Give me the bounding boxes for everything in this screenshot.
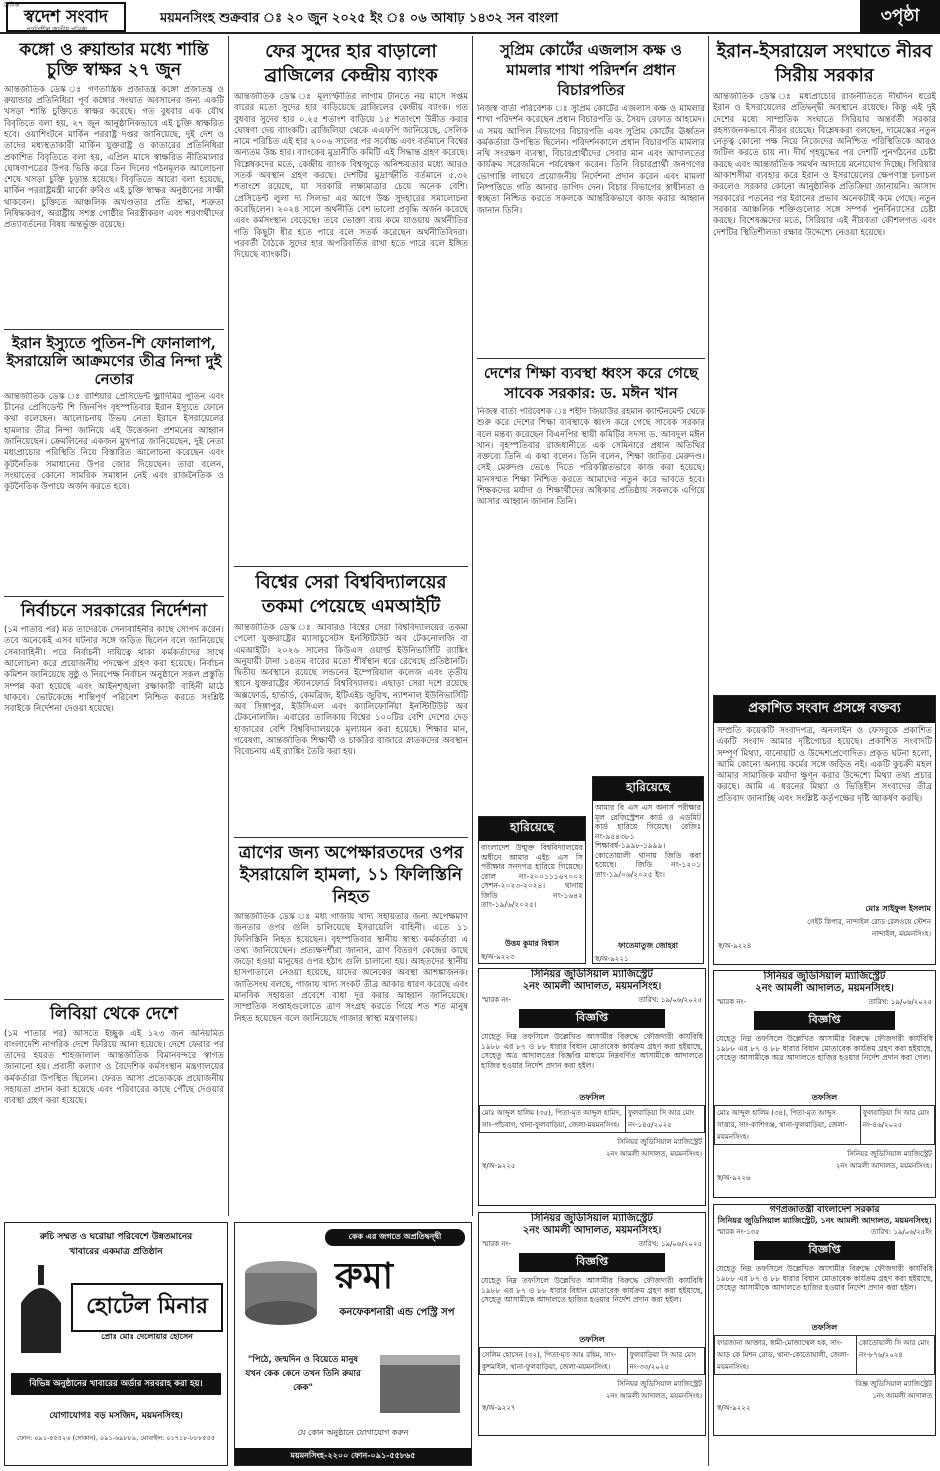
notice-signature: সিনিয়র জুডিসিয়াল ম্যাজিস্ট্রেট [617,1138,702,1146]
notice-code: স্ব/অ-৯২২৬ [717,1174,751,1182]
ad-tagline-2: খাবারের একমাত্র প্রতিষ্ঠান [69,1247,163,1257]
notice-date: তারিখ: ১৯/০৬/২০২৫ [868,998,932,1006]
tagline: প্রগতিশীল জাতীয় পত্রিকা [26,26,88,33]
notice-signature-2: ১নং আমলী আদালত [872,1392,932,1401]
notice-table-title: তফসিল [811,1323,838,1333]
ad-contact: যে কোন অনুষ্ঠানে যোগাযোগ করুন [297,1428,409,1437]
column-rule [472,36,473,1216]
notice-text: যেহেতু নিম্ন তফসিলে উল্লেখিত আসামীর বিরুদ্ধে ফৌজদারী কার্যবিধি ১৯৮৮ এর ৮৭ ও ৮৮ ধারার বিধান মোতাবেক কার্যক্রম গ্রহণ করা হইয়াছে, সেহেতু অত্র আদালতের বিজ্ঞপ্তি মাধ্যমে নিম্নবর্ণিত আসামীকে আদালতে হাজির হওয়ার নির্দেশ প্রদান করা হইল। [481,1032,703,1070]
notice-title: বিজ্ঞপ্তি [519,1009,665,1028]
lost-name: ফাতেমাতুজ জোহরা [618,941,678,950]
table-cell: মোঃ আব্দুল হালিম (৩৫), পিতা-মৃত আব্দুল হামিদ, সাং-পাঁচবাগ, থানা-ফুলবাড়িয়া, জেলা-ময়মনসিংহ। [480,1106,626,1133]
notice-table-title: তফসিল [579,1093,605,1102]
headline-libya: লিবিয়া থেকে দেশে [50,1004,178,1025]
ad-quote: "পিঠে, জন্মদিন ও বিয়েতে মানুষ যখন কেক কেনে তখন তিনি রুমার কেক" [245,1355,361,1393]
notice-signature-2: ২নং আমলী আদালত, ময়মনসিংহ। [835,1162,932,1170]
article-syria: আন্তর্জাতিক ডেস্ক ঃ মধ্যপ্রাচ্যের রাজনীতিতে দীর্ঘদিন ধরেই ইরান ও ইসরায়েলের প্রতিদ্বন্দ্বী অবস্থানে রয়েছে। কিন্তু এই দুই দেশের মধ্যে সাম্প্রতিক সংঘাতে সিরিয়ার অন্তর্বর্তী সরকার রহস্যজনকভাবে নীরব রয়েছে। বিশ্লেষকরা বলছেন, দামেস্কের নতুন নেতৃত্ব কোনো পক্ষ নিয়ে নিজেদের অনিশ্চিত পরিস্থিতিকে আরও জটিল করতে চায় না। দীর্ঘ গৃহযুদ্ধের পর দেশটি পুনর্গঠনের চেষ্টা করছে এবং আন্তর্জাতিক সমর্থন আদায়ে মনোযোগ দিচ্ছে। সিরিয়ার আকাশসীমা ব্যবহার করে ইরান ও ইসরায়েলের ক্ষেপণাস্ত্র চলাচল করলেও সরকার কোনো আনুষ্ঠানিক প্রতিক্রিয়া জানায়নি। আসাদ সরকারের পতনের পর ইরানের প্রভাব অনেকটাই কমে গেছে। নতুন সরকার আঞ্চলিক শক্তিগুলোর সঙ্গে সম্পর্ক পুনর্বিন্যাসের চেষ্টা করছে। বিশেষজ্ঞদের মতে, সিরিয়ার এই নীরবতা কৌশলগত এবং দেশটির স্থিতিশীলতা রক্ষার উদ্দেশ্যে নেওয়া হয়েছে। [713,92,936,238]
table-cell: ফুলবাড়িয়া সি আর মোং নং-১৪৫/২০২৫ [625,1106,704,1133]
notice-signature-2: ২নং আমলী আদালত, ময়মনসিংহ। [605,1150,702,1158]
lost-ref: স্ব/অ-৯২২১ [595,955,629,963]
court-notice-3 [478,1212,706,1436]
statement-body: সম্প্রতি কয়েকটি সংবাদপত্র, অনলাইন ও ফেসবুকে প্রকাশিত একটি সংবাদ আমার দৃষ্টিগোচর হয়েছে। প্রকাশিত সংবাদটি সম্পূর্ণ মিথ্যা, বানোয়াট ও উদ্দেশ্যপ্রণোদিত। প্রকৃত ঘটনা হলো, আমি কোনো অন্যায় কর্মের সঙ্গে জড়িত নই। একটি কুচক্রী মহল আমার সামাজিক মর্যাদা ক্ষুণ্ন করার উদ্দেশ্যে মিথ্যা তথ্য প্রচার করছে। আমি এ ধরনের মিথ্যা ও ভিত্তিহীন সংবাদের তীব্র প্রতিবাদ জানাচ্ছি এবং সংশ্লিষ্ট কর্তৃপক্ষের দৃষ্টি আকর্ষণ করছি। [717,726,932,804]
notice-court: সিনিয়র জুডিসিয়াল ম্যাজিস্ট্রেট [531,1213,653,1224]
lost-title: হারিয়েছে [479,817,585,841]
lost-notice-1 [478,816,586,964]
statement-box [713,695,936,965]
notice-court-2: ২নং আমলী আদালত, ময়মনসিংহ। [522,981,662,992]
newspaper-logo: স্বদেশ সংবাদ [6,2,126,32]
ad-tagline: রুচি সম্মত ও ঘরোয়া পরিবেশে উন্নতমানের [39,1232,193,1242]
headline-brazil: ফের সুদের হার বাড়ালো ব্রাজিলের কেন্দ্রীয় ব্যাংক [264,41,438,86]
article-election: (১ম পাতার পর) মত তাদেরকে সেনাবাহিনীর কাছে সোপর্দ করেন। তবে অনেকেই এসব ঘটনার সঙ্গে জড়িত ছিলেন বলে জানিয়েছে সেনাবাহিনী। পরে নির্বাচনী দায়িত্বে থাকা কর্মকর্তাদের সাথে আলোচনা করে প্রয়োজনীয় পদক্ষেপ গ্রহণ করা হয়েছে। নির্বাচন কমিশন জানিয়েছে সুষ্ঠু ও নিরপেক্ষ নির্বাচন অনুষ্ঠানে সকল প্রস্তুতি সম্পন্ন করা হয়েছে এবং আইনশৃঙ্খলা রক্ষাকারী বাহিনী মাঠে থাকবে। ভোটকেন্দ্রে শান্তিপূর্ণ পরিবেশ নিশ্চিত করতে সংশ্লিষ্ট সবাইকে নির্দেশনা দেওয়া হয়েছে। [4,625,224,715]
lost-ref: স্ব/অ-৯২২৩ [481,953,515,961]
ad-band: বিভিন্ন অনুষ্ঠানের খাবারের অর্ডার সরবরাহ করা হয়। [11,1373,221,1395]
column-rule [708,36,709,1466]
page-number: ৩পৃষ্ঠা [860,0,940,34]
headline-education: দেশের শিক্ষা ব্যবস্থা ধ্বংস করে গেছে সাবেক সরকার: ড. মঈন খান [483,364,699,402]
headline-election: নির্বাচনে সরকারের নির্দেশনা [20,600,208,621]
ad-hotel-name: হোটেল মিনার [71,1283,223,1332]
headline-court: সুপ্রিম কোর্টের এজলাস কক্ষ ও মামলার শাখা পরিদর্শন প্রধান বিচারপতির [500,41,682,99]
notice-signature: সিনিয়র জুডিসিয়াল ম্যাজিস্ট্রেট [617,1380,702,1388]
column-2 [234,40,468,1216]
headline-syria: ইরান-ইসরায়েল সংঘাতে নীরব সিরীয় সরকার [716,41,933,86]
notice-table-title: তফসিল [811,1093,838,1102]
notice-code: স্ব/অ-৯২২২ [717,1404,751,1413]
headline-congo: কঙ্গো ও রুয়ান্ডার মধ্যে শান্তি চুক্তি স্বাক্ষর ২৭ জুন [19,40,209,81]
notice-court-2: ২নং আমলী আদালত, ময়মনসিংহ। [522,1225,662,1236]
article-congo: আন্তর্জাতিক ডেস্ক ঃ গণতান্ত্রিক প্রজাতন্ত্র কঙ্গো প্রজাতন্ত্র ও রুয়ান্ডার প্রতিনিধিরা পূর্ব কঙ্গোর সংঘাত অবসানের জন্য একটি খসড়া শান্তি চুক্তিতে স্বাক্ষর করেছে। গত বুধবার এক যৌথ বিবৃতিতে বলা হয়, ২৭ জুন আনুষ্ঠানিকভাবে এই চুক্তি স্বাক্ষরিত হবে। ওয়াশিংটনে মার্কিন পররাষ্ট্র দপ্তর জানিয়েছে, দুই দেশ ও তাদের মধ্যস্থতাকারী মার্কিন যুক্তরাষ্ট্র ও কাতারের প্রতিনিধিরা প্রকাশিত বিবৃতিতে বলা হয়, এপ্রিল মাসে স্বাক্ষরিত নীতিমালার ঘোষণাপত্রের উপর ভিত্তি করে তিন দিনের গঠনমূলক আলোচনা শেষে খসড়া চুক্তি চূড়ান্ত হয়েছে। বিবৃতিতে আরো বলা হয়েছে, মার্কিন পররাষ্ট্রমন্ত্রী মার্কো রুবিও এই চুক্তি স্বাক্ষর অনুষ্ঠানের সাক্ষী থাকবেন। চুক্তিতে আঞ্চলিক অখণ্ডতার প্রতি শ্রদ্ধা, শত্রুতা নিষিদ্ধকরণ, অরাষ্ট্রীয় সশস্ত্র গোষ্ঠীর নিরস্ত্রীকরণ এবং শরণার্থীদের প্রত্যাবর্তনের বিষয় অন্তর্ভুক্ত রয়েছে। [4,84,224,231]
notice-table [479,1347,705,1375]
statement-title: প্রকাশিত সংবাদ প্রসঙ্গে বক্তব্য [714,696,935,723]
article-libya: (১ম পাতার পর) আসতে ইচ্ছুক এই ১২৩ জন অনিয়মিত বাংলাদেশি নাগরিক দেশে ফিরিয়ে আনা হয়েছে। দেশে ফেরার পর তাদের হযরত শাহজালাল আন্তর্জাতিক বিমানবন্দরে স্বাগত জানানো হয়। প্রবাসী কল্যাণ ও বৈদেশিক কর্মসংস্থান মন্ত্রণালয়ের কর্মকর্তারা উপস্থিত ছিলেন। ফেরত আসা প্রত্যেককে প্রয়োজনীয় সহায়তা প্রদান করা হয়েছে এবং পরিবারের কাছে পৌঁছে দেওয়ার ব্যবস্থা গ্রহণ করা হয়েছে। [4,1028,224,1107]
notice-ref: স্মারক নং- [717,998,747,1006]
article-education: নিজস্ব বার্তা পরিবেশক ঃ শহীদ জিয়াউর রহমান ক্যান্টনমেন্ট থেকে শুরু করে দেশের শিক্ষা ব্যবস্থাকে ধ্বংস করে গেছে সাবেক সরকার বলে মন্তব্য করেছেন বিএনপির স্থায়ী কমিটির সদস্য ড. আবদুল মঈন খান। বৃহস্পতিবার রাজধানীতে এক সেমিনারে প্রধান অতিথির বক্তব্যে তিনি এ কথা বলেন। তিনি বলেন, শিক্ষা জাতির মেরুদণ্ড। সেই মেরুদণ্ড ভেঙে দিতে পরিকল্পিতভাবে কাজ করা হয়েছে। মানসম্মত শিক্ষা নিশ্চিত করতে আমাদের নতুন করে ভাবতে হবে। শিক্ষকদের মর্যাদা ও শিক্ষার্থীদের অধিকার প্রতিষ্ঠায় সকলকে এগিয়ে আসার আহ্বান জানান তিনি। [477,407,705,508]
lost-text: বাংলাদেশ উন্মুক্ত বিশ্ববিদ্যালয়ের অধীনে আমার এইচ এস সি পরীক্ষার সনদপত্র হারিয়ে গিয়েছে। রোল নং-২০০১১১৬৭০০২ সেশন-২০২৩-২০২৪। থানায় জিডি নং-১৬৪২ তাং-১৯/৬/২০২৫। [481,843,583,909]
column-4 [713,40,936,690]
notice-title: বিজ্ঞপ্তি [754,1011,895,1030]
table-cell: সেলিম হোসেন (৩২), পিতা-মৃত আঃ রহিম, সাং-কুশমাইল, থানা-ফুলবাড়িয়া, জেলা-ময়মনসিংহ। [480,1348,628,1375]
ad-address: যোগাযোগঃ বড় মসজিদ, ময়মনসিংহ। [49,1411,183,1421]
notice-code: স্ব/অ-৯২২৭ [482,1404,516,1412]
notice-table [479,1105,705,1133]
notice-court-2: সিনিয়র জুডিসিয়াল ম্যাজিস্ট্রেট, ১নং আমলী আদালত, ময়মনসিংহ। [717,1214,932,1225]
court-notice-2 [713,970,936,1198]
ad-address: ময়মনসিংহ-২২০০ ফোন-০৯১-৫৫৮৬৫ [235,1448,471,1465]
notice-table-title: তফসিল [579,1335,605,1344]
headline-gaza: ত্রাণের জন্য অপেক্ষারতদের ওপর ইসরায়েলি হামলা, ১১ ফিলিস্তিনি নিহত [238,843,464,907]
notice-code: স্ব/অ-৯২২৫ [482,1162,516,1170]
article-putin-xi: আন্তর্জাতিক ডেস্ক ঃ রাশিয়ার প্রেসিডেন্ট ভ্লাদিমির পুতিন এবং চীনের প্রেসিডেন্ট শি জিনপিং বৃহস্পতিবার ইরান ইস্যুতে ফোনে কথা বলেছেন। আলোচনায় উভয় নেতা ইরানে ইসরায়েলের হামলার তীব্র নিন্দা জানিয়ে এই উত্তেজনা প্রশমনের আহ্বান জানিয়েছেন। ক্রেমলিনের একজন মুখপাত্র জানিয়েছেন, দুই নেতা মধ্যপ্রাচ্যের পরিস্থিতি নিয়ে বিস্তারিত আলোচনা করেছেন এবং কূটনৈতিক সমাধানের উপর জোর দিয়েছেন। তারা বলেন, সংঘাতের কোনো সামরিক সমাধান নেই এবং রাজনৈতিক ও কূটনৈতিক উপায়ে অর্জন করতে হবে। [4,391,224,493]
headline-mit: বিশ্বের সেরা বিশ্ববিদ্যালয়ের তকমা পেয়েছে এমআইটি [255,572,447,617]
lost-text: আমার বি এস এস অনার্স পরীক্ষার মূল রেজিস্ট্রেশন কার্ড ও এডমিট কার্ড হারিয়ে গিয়েছে। রেজিঃ নং-৯৫৪৩৮১ শিক্ষাবর্ষ-১৯৯৮-১৯৯৯। কোতোয়ালী থানায় জিডি করা হয়েছে। জিডি নং-১২০১ তাং-১৯/০৬/২০২৫ ইং। [595,803,701,879]
notice-title: বিজ্ঞপ্তি [754,1241,895,1260]
ad-subtitle: কনফেকশনারী এন্ড পেস্ট্রি সপ [339,1307,455,1318]
cake-icon [241,1243,321,1343]
statement-address-2: নান্দাইল, ময়মনসিংহ। [871,930,931,938]
notice-ref: স্মারক নং-১৩৫ [717,1228,760,1237]
column-1 [4,40,224,1218]
ad-phone: ফোন: ০৯১-৫৫৫২৬ (দোকান), ০৯১-৬৯৮৮৯, মোবাইল: ০১৭১৮-৮৮৮৫৫৫ [16,1434,216,1442]
lost-name: উত্তম কুমার বিশ্বাস [504,939,560,948]
statement-signature: মোঃ সাইফুল ইসলাম [865,904,931,913]
pastry-icon [375,1343,465,1423]
notice-text: যেহেতু নিম্ন তফসিলে উল্লেখিত আসামীর বিরুদ্ধে ফৌজদারী কার্যবিধি ১৯৮৮ এর ৮৭ ও ৮৮ ধারার বিধান মোতাবেক কার্যক্রম গ্রহণ করা হইয়াছে, সেহেতু আসামীকে আদালতে হাজির হওয়ার নির্দেশ প্রদান করা হইল। [716,1264,933,1293]
notice-table [714,1335,935,1375]
notice-table [714,1105,935,1145]
notice-signature: সিনিয়র জুডিসিয়াল ম্যাজিস্ট্রেট [847,1150,932,1158]
notice-text: যেহেতু নিম্ন তফসিলে উল্লেখিত আসামীর বিরুদ্ধে ফৌজদারী কার্যবিধি ১৯৮৮ এর ৮৭ ও ৮৮ ধারার বিধান মোতাবেক কার্যক্রম গ্রহণ করা হইয়াছে, সেহেতু আসামীকে আদালতে হাজির হওয়ার নির্দেশ প্রদান করা হইল। [481,1276,703,1304]
notice-court: সিনিয়র জুডিসিয়াল ম্যাজিস্ট্রেট [763,971,886,982]
column-rule [228,36,229,1216]
lost-notice-2 [592,776,704,964]
article-mit: আন্তর্জাতিক ডেস্ক ঃ আবারও বিশ্বের সেরা বিশ্ববিদ্যালয়ের তকমা পেলো যুক্তরাষ্ট্রের ম্যাসাচুসেটস ইনস্টিটিউট অব টেকনোলজি বা এমআইটি। ২০২৬ সালের কিউএস ওয়ার্ল্ড ইউনিভার্সিটি র‍্যাঙ্কিং অনুযায়ী টানা ১৪তম বারের মতো শীর্ষস্থান ধরে রেখেছে প্রতিষ্ঠানটি। দ্বিতীয় অবস্থানে রয়েছে লন্ডনের ইম্পেরিয়াল কলেজ এবং তৃতীয় স্থানে যুক্তরাষ্ট্রের স্ট্যানফোর্ড বিশ্ববিদ্যালয়। এছাড়া সেরা দশে রয়েছে অক্সফোর্ড, হার্ভার্ড, কেমব্রিজ, ইটিএইচ জুরিখ, ন্যাশনাল ইউনিভার্সিটি অব সিঙ্গাপুর, ইউসিএল এবং ক্যালিফোর্নিয়া ইনস্টিটিউট অব টেকনোলজি। এবারের তালিকায় বিশ্বের ১০০টির বেশি দেশের দেড় হাজারের বেশি বিশ্ববিদ্যালয়কে মূল্যায়ন করা হয়েছে। শিক্ষার মান, গবেষণা, আন্তর্জাতিক শিক্ষার্থী ও চাকরির বাজারে স্নাতকদের অবস্থান বিবেচনায় এই র‍্যাঙ্কিং তৈরি করা হয়। [234,623,468,758]
table-cell: ফুলবাড়িয়া সি আর মোং নং-৪৬/২০২৫ [860,1106,934,1145]
notice-court: গণপ্রজাতন্ত্রী বাংলাদেশ সরকার [769,1205,880,1215]
statement-address: গেইট কিপার, নান্দাইল রোড রেলওয়ে স্টেশন [807,918,931,926]
dateline: ময়মনসিংহ শুক্রবার ঃ ২০ জুন ২০২৫ ইং ঃ ০৬ আষাঢ় ১৪৩২ সন বাংলা [160,11,559,26]
masthead [0,0,940,34]
notice-text: যেহেতু নিম্ন তফসিলে উল্লেখিত আসামীর বিরুদ্ধে ফৌজদারী কার্যবিধি ১৯৮৮ এর ৮৭ ও ৮৮ ধারার বিধান মোতাবেক কার্যক্রম গ্রহণ করা হইয়াছে, সেহেতু আসামীকে অত্র আদালতে হাজির হওয়ার নির্দেশ প্রদান করা গেল। [716,1034,933,1062]
court-notice-4 [713,1204,936,1436]
notice-ref: স্মারক নং- [482,1240,512,1248]
table-cell: কোতোয়ালী সি আর মোং নং-৮৭৬/২০২৪ [857,1336,935,1375]
table-cell: ফারজানা আক্তার, স্বামী-মোজাম্মেল হক, সাং-আড় কে মিশন রোড, থানা-কোতোয়ালী, জেলা-ময়মনসিংহ। [715,1336,857,1375]
court-notice-1 [478,968,706,1206]
mosque-icon [11,1263,71,1353]
article-brazil: আন্তর্জাতিক ডেস্ক ঃ মূল্যস্ফীতির লাগাম টানতে নয় মাসে সপ্তম বারের মতো সুদের হার বাড়িয়েছে ব্রাজিলের কেন্দ্রীয় ব্যাংক। গত বুধবার সুদের হার ০.২৫ শতাংশ বাড়িয়ে ১৫ শতাংশে উন্নীত করার ঘোষণা দেয় ব্যাংকটি। ব্রাজিলিয়া থেকে এএফপি জানিয়েছে, সেলিক নামে পরিচিত এই হার ২০০৬ সালের পর সর্বোচ্চ এবং বর্তমানে বিশ্বের অন্যতম উচ্চ হার। ব্যাংকের মুদ্রানীতি কমিটি এই সিদ্ধান্ত গ্রহণ করেছে। বিশ্লেষকদের মতে, কেন্দ্রীয় ব্যাংক বিশ্বজুড়ে অনিশ্চয়তার মধ্যে আরও সতর্ক অবস্থান গ্রহণ করছে। দেশটির মুদ্রাস্ফীতি বর্তমানে ৫.৩২ শতাংশে রয়েছে, যা সরকারি লক্ষ্যমাত্রার চেয়ে অনেক বেশি। প্রেসিডেন্ট লুলা দ্য সিলভা এর আগে উচ্চ সুদহারের সমালোচনা করেছিলেন। ২০২৪ সালে অর্থনীতি বেশ ভালো প্রবৃদ্ধি অর্জন করেছে এবং কর্মসংস্থান বেড়েছে। তবে ভোক্তা ব্যয় কমে যাওয়ায় অর্থনীতির গতি কিছুটা ধীর হতে পারে বলে সতর্ক করেছেন অর্থনীতিবিদরা। পরবর্তী বৈঠকে সুদের হার অপরিবর্তিত রাখা হতে পারে বলে ইঙ্গিত দিয়েছে ব্যাংকটি। [234,92,468,261]
headline-putin-xi: ইরান ইস্যুতে পুতিন-শি ফোনালাপ, ইসরায়েলি আক্রমণের তীব্র নিন্দা দুই নেতার [6,333,222,388]
table-cell: মোঃ আব্দুল হালিম (৩৪), পিতা-মৃত আব্দুস সাত্তার, সাং-কাশিগঞ্জ, থানা-ফুলবাড়িয়া, জেলা-ময়মনসিংহ। [715,1106,861,1145]
notice-court: সিনিয়র জুডিসিয়াল ম্যাজিস্ট্রেট [531,969,653,980]
notice-date: তারিখ: ১৯/০৬/২৫ইং [871,1228,932,1237]
notice-ref: স্মারক নং- [482,996,512,1004]
article-court: নিজস্ব বার্তা পরিবেশক ঃ সুপ্রিম কোর্টের এজলাস কক্ষ ও মামলার শাখা পরিদর্শন করেছেন প্রধান বিচারপতি ড. সৈয়দ রেফাত আহমেদ। এ সময় আপিল বিভাগের বিচারপতি এবং সুপ্রিম কোর্টের ঊর্ধ্বতন কর্মকর্তারা উপস্থিত ছিলেন। পরিদর্শনকালে প্রধান বিচারপতি মামলার নথি সংরক্ষণ ব্যবস্থা, বিচারপ্রার্থীদের সেবার মান এবং আদালতের কার্যক্রম সরেজমিনে পর্যবেক্ষণ করেন। তিনি বিচারপ্রার্থী জনগণের ভোগান্তি লাঘবে প্রয়োজনীয় নির্দেশনা প্রদান করেন এবং মামলা নিষ্পত্তিতে গতি আনার তাগিদ দেন। বিচার বিভাগের স্বাধীনতা ও স্বচ্ছতা নিশ্চিত করতে সকলকে আন্তরিকভাবে কাজ করার আহ্বান জানান তিনি। [477,104,705,216]
hotel-minar-ad [4,1222,228,1466]
lost-title: হারিয়েছে [593,777,703,801]
notice-date: তারিখ: ১৯/০৬/২০২৫ [638,996,702,1004]
ad-tag: কেক এর জগতে অপ্রতিদ্বন্দ্বী [325,1229,465,1246]
ad-owner: প্রোঃ মোঃ দেলোয়ার হোসেন [101,1332,193,1341]
notice-title: বিজ্ঞপ্তি [519,1253,665,1272]
daily-label: দৈনিক [4,2,20,9]
statement-ref: স্ব/অ-৯২২৪ [718,942,752,950]
ruma-ad [234,1222,472,1466]
notice-signature-2: ২নং আমলী আদালত, ময়মনসিংহ। [605,1392,702,1400]
table-cell: ফুলবাড়িয়া সি আর মোং নং-৩৩/২০২৫ [627,1348,704,1375]
notice-court-2: ২নং আমলী আদালত, ময়মনসিংহ। [755,983,894,994]
article-gaza: আন্তর্জাতিক ডেস্ক ঃ মধ্য গাজায় খাদ্য সহায়তার জন্য অপেক্ষমাণ জনতার ওপর গুলি চালিয়েছে ইসরায়েলি বাহিনী। এতে ১১ ফিলিস্তিনি নিহত হয়েছেন। বৃহস্পতিবার স্থানীয় স্বাস্থ্য কর্মকর্তারা এ তথ্য জানিয়েছেন। প্রত্যক্ষদর্শীরা জানান, ত্রাণ বিতরণ কেন্দ্রের কাছে জড়ো হওয়া মানুষের ওপর হঠাৎ গুলি চালানো হয়। আহতদের স্থানীয় হাসপাতালে নেওয়া হয়েছে, যাদের অনেকের অবস্থা আশঙ্কাজনক। জাতিসংঘ বলছে, গাজায় খাদ্য সংকট তীব্র আকার ধারণ করেছে এবং মানবিক সহায়তা প্রবেশে বাধা দূর করার আহ্বান জানিয়েছে। সাম্প্রতিক সপ্তাহগুলোতে ত্রাণ সংগ্রহ করতে গিয়ে শত শত মানুষ নিহত হয়েছেন বলে জানিয়েছে গাজার স্বাস্থ্য মন্ত্রণালয়। [234,912,468,1024]
notice-signature: বিজ্ঞ জুডিসিয়াল ম্যাজিস্ট্রেট [855,1380,932,1389]
ad-brand-name: রুমা [335,1255,394,1297]
notice-date: তারিখ: ১৯/০৬/২০২৫ [638,1240,702,1248]
